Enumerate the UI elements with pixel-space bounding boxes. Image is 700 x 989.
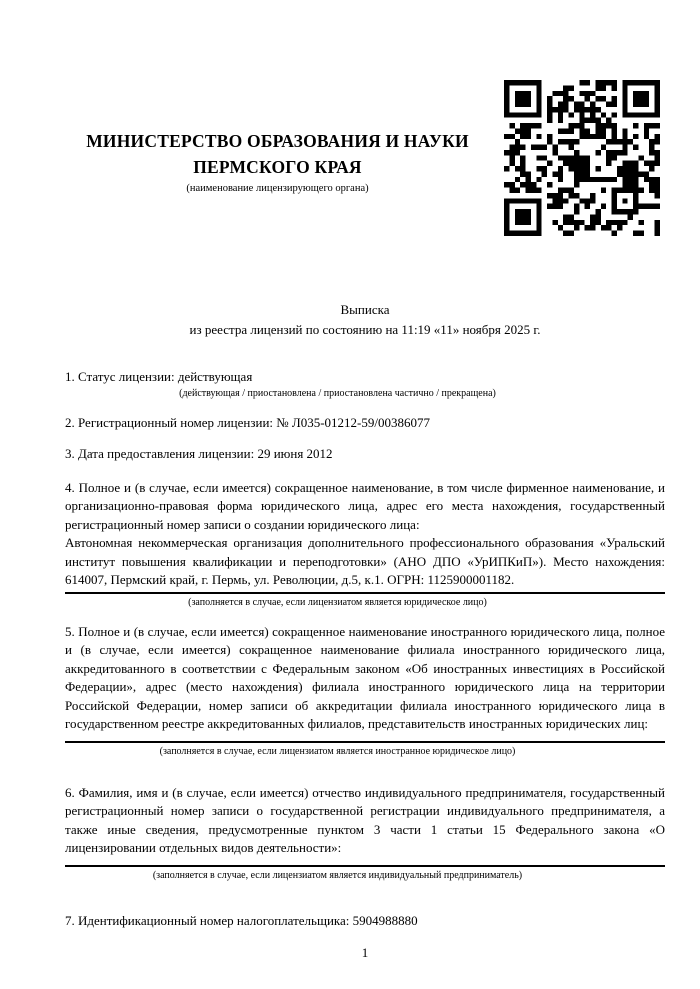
- item-legal-entity-caption: (заполняется в случае, если лицензиатом является юридическое лицо): [188, 596, 487, 608]
- document-header: [0, 0, 700, 236]
- item-individual-entrepreneur: [65, 784, 665, 882]
- item-taxpayer-number-text: 7. Идентификационный номер налогоплательщика: 5904988880: [65, 912, 418, 928]
- fill-line: [65, 741, 665, 743]
- document-title-line1: Выписка: [340, 302, 390, 317]
- item-legal-entity: [65, 479, 665, 609]
- item-license-date-text: 3. Дата предоставления лицензии: 29 июня 2012: [65, 446, 333, 461]
- item-registration-number: [65, 414, 665, 433]
- document-body: [65, 300, 665, 963]
- document-title: [65, 300, 665, 340]
- page-number: 1: [361, 945, 369, 960]
- authority-caption: (наименование лицензирующего органа): [186, 183, 369, 194]
- item-license-status: [65, 368, 665, 400]
- item-individual-entrepreneur-text: 6. Фамилия, имя и (в случае, если имеется) отчество индивидуального предпринимателя, государственный регистрационный номер записи о государственной регистрации индивидуального предпринимателя, а также иные сведения, предусмотренные пунктом 3 части 1 статьи 15 Федерального закона «О лицензировании отдельных видов деятельности»:: [65, 784, 665, 855]
- qr-code-icon: [504, 80, 660, 236]
- item-foreign-entity-caption: (заполняется в случае, если лицензиатом является иностранное юридическое лицо): [159, 745, 516, 757]
- item-license-status-caption: (действующая / приостановлена / приостановлена частично / прекращена): [179, 387, 496, 399]
- item-individual-entrepreneur-caption: (заполняется в случае, если лицензиатом является индивидуальный предприниматель): [152, 869, 523, 881]
- ministry-name: [65, 128, 490, 180]
- ministry-name-line1: МИНИСТЕРСТВО ОБРАЗОВАНИЯ И НАУКИ: [86, 131, 469, 151]
- item-license-date: [65, 445, 665, 464]
- item-taxpayer-number: [65, 912, 665, 931]
- item-foreign-entity-text: 5. Полное и (в случае, если имеется) сокращенное наименование иностранного юридического лица, полное и (в случае, если имеется) сокращенное наименование филиала иностранного юридического лица, аккредитованного в соответствии с Федеральным законом «Об иностранных инвестициях в Российской Федерации», адрес (место нахождения) филиала иностранного юридического лица на территории Российской Федерации, номер записи об аккредитации филиала иностранного юридического лица в государственном реестре аккредитованных филиалов, представительств иностранных юридических лиц:: [65, 623, 665, 731]
- item-registration-number-text: 2. Регистрационный номер лицензии: № Л035-01212-59/00386077: [65, 414, 431, 430]
- document-title-line2: из реестра лицензий по состоянию на 11:19 «11» ноября 2025 г.: [189, 322, 541, 337]
- fill-line: [65, 592, 665, 594]
- item-license-status-text: 1. Статус лицензии: действующая: [65, 369, 253, 384]
- item-legal-entity-text: 4. Полное и (в случае, если имеется) сокращенное наименование, в том числе фирменное наименование, и организационно-правовая форма юридического лица, адрес его места нахождения, государственный регистрационный номер записи о создании юридического лица:: [65, 479, 665, 532]
- fill-line: [65, 865, 665, 867]
- item-legal-entity-value: Автономная некоммерческая организация дополнительного профессионального образования «Уральский институт повышения квалификации и переподготовки» (АНО ДПО «УрИПКиП»). Место нахождения: 614007, Пермский край, г. Пермь, ул. Революции, д.5, к.1. ОГРН: 1125900001182.: [65, 535, 665, 587]
- ministry-name-line2: ПЕРМСКОГО КРАЯ: [193, 157, 362, 177]
- licensing-authority-block: [65, 80, 490, 194]
- item-foreign-entity: [65, 623, 665, 758]
